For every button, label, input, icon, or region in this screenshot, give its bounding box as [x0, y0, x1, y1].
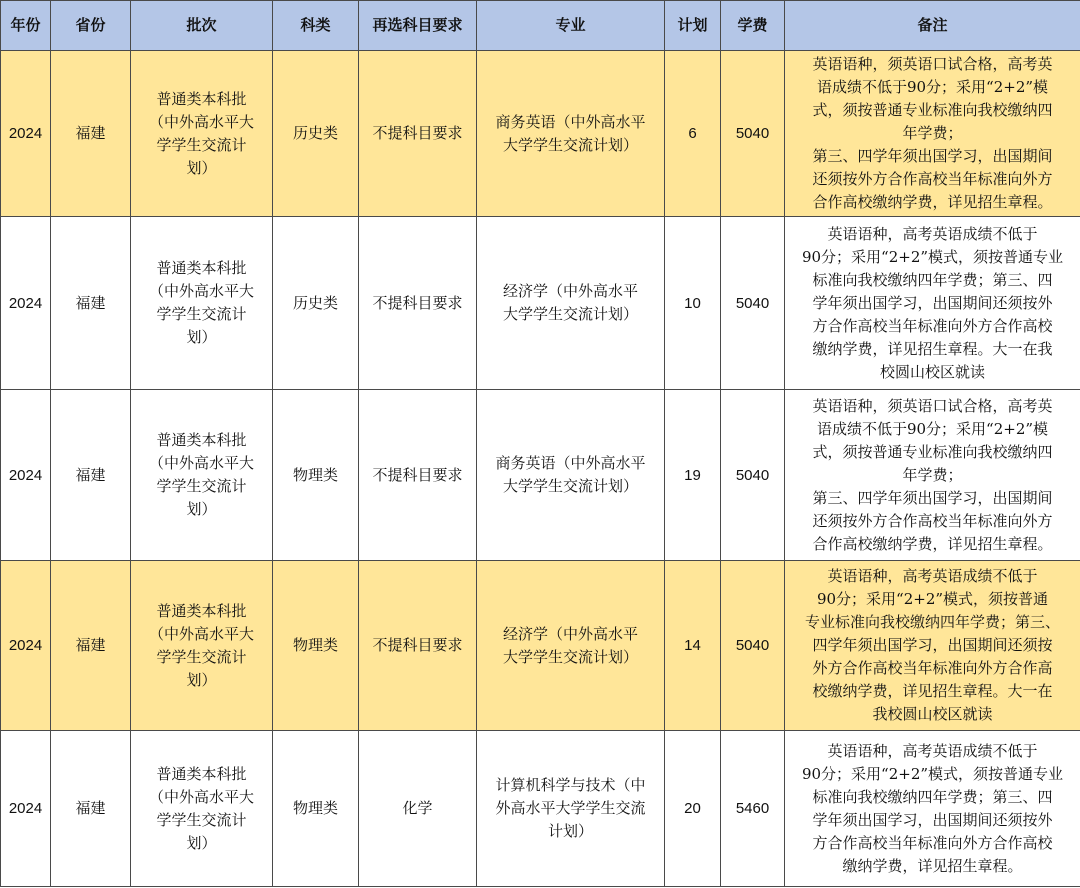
cell-note-line: 还须按外方合作高校当年标准向外方: [812, 170, 1053, 188]
cell-major-line: 经济学（中外高水平: [502, 282, 638, 300]
cell-batch-line: （中外高水平大: [148, 112, 254, 131]
cell-note: [785, 51, 1080, 217]
cell-note-line: 英语语种，高考英语成绩不低于: [827, 567, 1038, 585]
cell-note-line: 第三、四学年须出国学习，出国期间: [812, 488, 1053, 507]
cell-year: 2024: [1, 51, 51, 217]
cell-year: 2024: [1, 731, 51, 887]
cell-category: 物理类: [273, 731, 359, 887]
cell-note: [785, 217, 1080, 390]
cell-note: [785, 390, 1080, 561]
cell-subject-requirement: 不提科目要求: [359, 51, 477, 217]
cell-batch: [131, 51, 273, 217]
table-row: [1, 731, 1080, 887]
table-row: [1, 217, 1080, 390]
table-row: [1, 390, 1080, 561]
cell-major-line: 计划）: [547, 822, 593, 840]
cell-province: 福建: [51, 217, 131, 390]
cell-tuition: 5040: [721, 390, 785, 561]
cell-batch-line: 划）: [186, 670, 217, 689]
cell-major-line: 商务英语（中外高水平: [495, 112, 646, 131]
cell-tuition: 5040: [721, 561, 785, 731]
cell-note-line: 校圆山校区就读: [879, 362, 985, 381]
cell-major-line: 大学学生交流计划）: [502, 135, 638, 154]
cell-major-line: 大学学生交流计划）: [502, 305, 638, 323]
header-plan: 计划: [665, 1, 721, 51]
cell-note-line: 外方合作高校当年标准向外方合作高: [812, 659, 1053, 677]
cell-note-line: 式，须按普通专业标准向我校缴纳四: [812, 101, 1053, 119]
cell-category: 物理类: [273, 390, 359, 561]
cell-batch-line: （中外高水平大: [148, 624, 254, 643]
cell-batch-line: （中外高水平大: [148, 282, 254, 300]
table-row: [1, 51, 1080, 217]
cell-category: 物理类: [273, 561, 359, 731]
cell-batch: [131, 731, 273, 887]
header-row: [1, 1, 1080, 51]
cell-year: 2024: [1, 561, 51, 731]
cell-note-line: 四学年须出国学习，出国期间还须按: [812, 636, 1053, 654]
cell-note: [785, 731, 1080, 887]
cell-batch: [131, 217, 273, 390]
cell-category: 历史类: [273, 51, 359, 217]
cell-province: 福建: [51, 561, 131, 731]
cell-major: [477, 731, 665, 887]
cell-batch: [131, 390, 273, 561]
cell-batch-line: 学学生交流计: [156, 810, 247, 829]
cell-batch-line: 划）: [186, 833, 217, 852]
cell-note-line: 合作高校缴纳学费，详见招生章程。: [812, 534, 1053, 553]
cell-note: [785, 561, 1080, 731]
cell-note-line: 第三、四学年须出国学习，出国期间: [812, 147, 1053, 165]
cell-note-line: 还须按外方合作高校当年标准向外方: [812, 511, 1053, 530]
cell-note-line: 学年须出国学习，出国期间还须按外: [812, 293, 1053, 312]
cell-major-line: 经济学（中外高水平: [502, 624, 638, 643]
cell-batch-line: 划）: [186, 500, 217, 518]
cell-major-line: 计算机科学与技术（中: [495, 776, 646, 794]
cell-batch-line: 学学生交流计: [156, 647, 247, 666]
cell-plan: 19: [665, 390, 721, 561]
cell-note-line: 缴纳学费，详见招生章程。: [842, 856, 1023, 875]
cell-year: 2024: [1, 217, 51, 390]
cell-note-line: 我校圆山校区就读: [872, 705, 993, 723]
cell-note-line: 缴纳学费，详见招生章程。大一在我: [812, 339, 1053, 358]
cell-batch-line: 普通类本科批: [156, 259, 247, 277]
cell-major-line: 外高水平大学学生交流: [495, 799, 646, 817]
cell-subject-requirement: 不提科目要求: [359, 217, 477, 390]
cell-note-line: 标准向我校缴纳四年学费；第三、四: [812, 787, 1053, 806]
cell-note-line: 语成绩不低于90分；采用“2+2”模: [816, 78, 1049, 96]
cell-subject-requirement: 不提科目要求: [359, 390, 477, 561]
cell-note-line: 90分；采用“2+2”模式，须按普通: [816, 590, 1049, 608]
cell-major: [477, 51, 665, 217]
cell-tuition: 5040: [721, 217, 785, 390]
cell-subject-requirement: 不提科目要求: [359, 561, 477, 731]
cell-note-line: 年学费；: [902, 124, 963, 142]
cell-year: 2024: [1, 390, 51, 561]
header-province: 省份: [51, 1, 131, 51]
cell-note-line: 专业标准向我校缴纳四年学费；第三、: [804, 613, 1060, 631]
cell-note-line: 方合作高校当年标准向外方合作高校: [812, 833, 1053, 852]
cell-note-line: 90分；采用“2+2”模式，须按普通专业: [801, 247, 1064, 266]
header-major: 专业: [477, 1, 665, 51]
cell-batch: [131, 561, 273, 731]
header-subject-requirement: 再选科目要求: [359, 1, 477, 51]
table-row: [1, 561, 1080, 731]
cell-note-line: 英语语种，高考英语成绩不低于: [827, 741, 1038, 760]
cell-batch-line: 划）: [186, 158, 217, 177]
cell-batch-line: 学学生交流计: [156, 477, 247, 495]
cell-plan: 6: [665, 51, 721, 217]
cell-note-line: 学年须出国学习，出国期间还须按外: [812, 810, 1053, 829]
cell-note-line: 校缴纳学费，详见招生章程。大一在: [812, 682, 1053, 700]
cell-batch-line: 普通类本科批: [156, 89, 247, 108]
cell-note-line: 合作高校缴纳学费，详见招生章程。: [812, 193, 1053, 211]
cell-tuition: 5460: [721, 731, 785, 887]
cell-major: [477, 217, 665, 390]
cell-note-line: 90分；采用“2+2”模式，须按普通专业: [801, 764, 1064, 783]
cell-tuition: 5040: [721, 51, 785, 217]
cell-province: 福建: [51, 51, 131, 217]
cell-note-line: 英语语种，高考英语成绩不低于: [827, 224, 1038, 243]
cell-major-line: 大学学生交流计划）: [502, 477, 638, 495]
cell-batch-line: 普通类本科批: [156, 764, 247, 783]
header-batch: 批次: [131, 1, 273, 51]
cell-major: [477, 561, 665, 731]
cell-plan: 14: [665, 561, 721, 731]
cell-note-line: 英语语种，须英语口试合格，高考英: [812, 396, 1053, 415]
cell-note-line: 标准向我校缴纳四年学费；第三、四: [812, 270, 1053, 289]
cell-note-line: 英语语种，须英语口试合格，高考英: [812, 55, 1053, 73]
cell-note-line: 年学费；: [902, 465, 963, 484]
cell-major-line: 商务英语（中外高水平: [495, 454, 646, 472]
header-category: 科类: [273, 1, 359, 51]
cell-subject-requirement: 化学: [359, 731, 477, 887]
cell-batch-line: （中外高水平大: [148, 787, 254, 806]
cell-note-line: 式，须按普通专业标准向我校缴纳四: [812, 442, 1053, 461]
header-tuition: 学费: [721, 1, 785, 51]
cell-batch-line: 普通类本科批: [156, 601, 247, 620]
cell-major-line: 大学学生交流计划）: [502, 647, 638, 666]
cell-category: 历史类: [273, 217, 359, 390]
cell-province: 福建: [51, 390, 131, 561]
cell-note-line: 语成绩不低于90分；采用“2+2”模: [816, 419, 1049, 438]
cell-batch-line: （中外高水平大: [148, 454, 254, 472]
cell-major: [477, 390, 665, 561]
cell-plan: 10: [665, 217, 721, 390]
cell-batch-line: 学学生交流计: [156, 135, 247, 154]
cell-province: 福建: [51, 731, 131, 887]
header-note: 备注: [785, 1, 1080, 51]
cell-note-line: 方合作高校当年标准向外方合作高校: [812, 316, 1053, 335]
cell-batch-line: 普通类本科批: [156, 431, 247, 449]
cell-batch-line: 划）: [186, 328, 217, 346]
header-year: 年份: [1, 1, 51, 51]
cell-batch-line: 学学生交流计: [156, 305, 247, 323]
cell-plan: 20: [665, 731, 721, 887]
